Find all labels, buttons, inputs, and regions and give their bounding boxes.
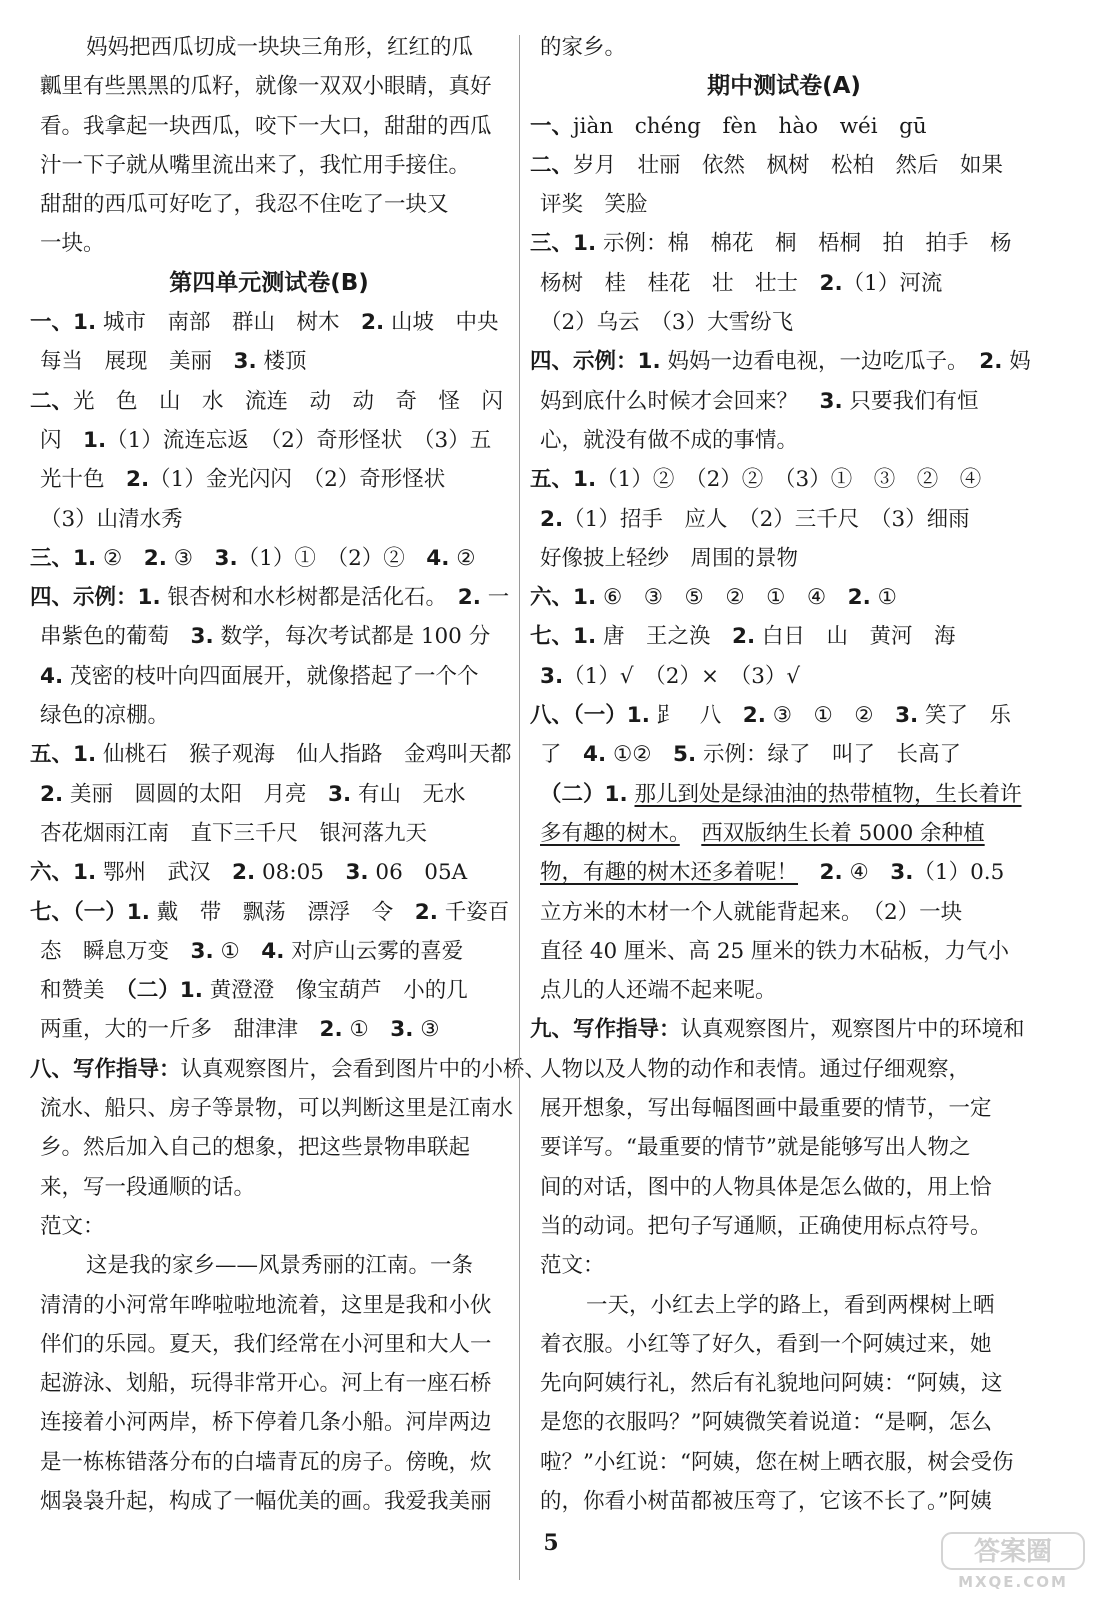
text-segment: 光十色: [40, 467, 127, 493]
text-segment: 着衣服。小红等了好久，看到一个阿姨过来，她: [540, 1331, 992, 1357]
text-segment: 2.: [979, 349, 1003, 375]
text-segment: 3.: [190, 938, 214, 964]
text-segment: 甜甜的西瓜可好吃了，我忍不住吃了一块又: [40, 192, 449, 218]
right-column: [530, 28, 1038, 1521]
text-line: [30, 1364, 508, 1403]
text-segment: 汁一下子就从嘴里流出来了，我忙用手接住。: [40, 152, 471, 178]
text-segment: 鄂州 武汉: [96, 860, 232, 886]
text-segment: 二、: [30, 388, 74, 414]
text-segment: 2.: [819, 270, 843, 296]
text-segment: [628, 782, 635, 807]
text-segment: 2.: [126, 467, 150, 493]
text-segment: 三、: [30, 545, 74, 571]
text-segment: 杏花烟雨江南 直下三千尺 银河落九天: [40, 820, 428, 846]
text-segment: 山坡 中央: [384, 310, 499, 336]
text-segment: 3.: [214, 545, 238, 571]
text-line: [30, 1207, 508, 1246]
text-segment: （1）① （2）②: [237, 545, 427, 571]
text-segment: 六、: [30, 860, 74, 886]
text-line: [530, 421, 1038, 460]
text-line: [530, 1010, 1038, 1049]
text-segment: 1.: [604, 781, 628, 807]
text-line: [530, 1089, 1038, 1128]
text-segment: 08:05: [255, 860, 346, 886]
text-line: [30, 696, 508, 735]
text-segment: 3.: [890, 860, 914, 886]
text-segment: 人物以及人物的动作和表情。通过仔细观察，: [540, 1056, 971, 1082]
text-segment: 示例：绿了 叫了 长高了: [696, 742, 962, 768]
svg-text:MXQE.COM: MXQE.COM: [958, 1573, 1068, 1591]
text-segment: 第四单元测试卷(B): [169, 269, 369, 296]
text-line: [30, 1089, 514, 1128]
section-title: [30, 264, 508, 303]
text-line: [530, 735, 1038, 774]
svg-text:答案圈: 答案圈: [973, 1537, 1053, 1567]
text-line: [530, 1128, 1038, 1167]
text-segment: 2.: [232, 860, 256, 886]
text-segment: 1.: [573, 467, 597, 493]
text-segment: 2.: [732, 624, 756, 650]
text-segment: 四、: [530, 349, 574, 375]
text-line: [30, 1286, 508, 1325]
text-segment: 五、: [30, 742, 74, 768]
text-segment: 两重，大的一斤多 甜津津: [40, 1017, 320, 1043]
text-line: [30, 1325, 508, 1364]
text-segment: （一）: [573, 703, 627, 729]
text-segment: 5.: [673, 742, 697, 768]
text-segment: 只要我们有恒: [842, 388, 979, 414]
text-segment: 戴 带 飘荡 漂浮 令: [149, 899, 415, 925]
text-segment: 笑了 乐: [918, 703, 1012, 729]
text-segment: （1）流连忘返 （2）奇形怪状 （3）五: [106, 427, 492, 453]
text-segment: 间的对话，图中的人物具体是怎么做的，用上恰: [540, 1174, 992, 1200]
text-segment: 3.: [345, 860, 369, 886]
text-segment: 一块。: [40, 231, 105, 257]
text-segment: 2.: [143, 545, 167, 571]
text-segment: 1.: [573, 624, 597, 650]
text-segment: 唐 王之涣: [596, 624, 732, 650]
text-segment: 这是我的家乡——风景秀丽的江南。一条: [86, 1253, 474, 1279]
text-segment: 1.: [179, 978, 203, 1004]
text-segment: 每当 展现 美丽: [40, 349, 234, 375]
text-segment: 茂密的枝叶向四面展开，就像搭起了一个个: [63, 663, 479, 689]
text-line: [30, 382, 508, 421]
text-line: [530, 696, 1038, 735]
text-segment: 期中测试卷(A): [707, 73, 861, 100]
text-line: [530, 971, 1038, 1010]
text-line: [30, 814, 508, 853]
text-segment: [680, 821, 702, 846]
text-segment: （1）√ （2）× （3）√: [563, 663, 801, 689]
text-segment: 对庐山云雾的喜爱: [284, 938, 464, 964]
text-segment: 妈妈把西瓜切成一块块三角形，红红的瓜: [86, 35, 474, 60]
text-segment: 1.: [73, 310, 97, 336]
text-line: [30, 224, 508, 263]
text-segment: （1）金光闪闪 （2）奇形怪状: [149, 467, 446, 493]
text-segment: 立方米的木材一个人就能背起来。 （2）一块: [540, 899, 963, 925]
text-line: [530, 224, 1038, 263]
column-divider: [519, 35, 520, 1580]
text-segment: 了: [540, 742, 584, 768]
text-segment: 一、: [30, 310, 74, 336]
text-segment: 2.: [319, 1017, 343, 1043]
text-segment: 点儿的人还端不起来呢。: [540, 978, 777, 1004]
text-segment: 好像披上轻纱 周围的景物: [540, 545, 799, 571]
text-segment: 杨树 桂 桂花 壮 壮士: [540, 270, 820, 296]
text-segment: [798, 860, 820, 885]
text-segment: 写作指导：: [73, 1056, 181, 1082]
text-segment: 2.: [414, 899, 438, 925]
text-line: [530, 617, 1038, 656]
text-segment: 2.: [361, 310, 385, 336]
text-line: [30, 775, 508, 814]
text-line: [530, 1403, 1038, 1442]
text-line: [30, 107, 508, 146]
text-line: [530, 539, 1038, 578]
text-segment: ⑥ ③ ⑤ ② ① ④: [596, 585, 848, 611]
text-line: [530, 1286, 1038, 1325]
text-segment: （1）0.5: [913, 860, 1005, 886]
text-segment: 银杏树和水杉树都是活化石。: [160, 585, 458, 611]
text-segment: 3.: [390, 1017, 414, 1043]
text-line: [30, 500, 508, 539]
text-segment: 2.: [540, 506, 564, 532]
text-line: [530, 1050, 1038, 1089]
text-segment: 3.: [819, 388, 843, 414]
text-line: [30, 617, 508, 656]
text-segment: 多有趣的树木。: [540, 820, 680, 846]
text-line: [30, 1443, 508, 1482]
text-segment: 2.: [819, 860, 843, 886]
text-segment: 四、: [30, 585, 74, 611]
text-segment: （二）: [540, 781, 605, 807]
text-segment: 的家乡。: [540, 35, 627, 60]
text-line: [530, 932, 1038, 971]
text-segment: 一天，小红去上学的路上，看到两棵树上晒: [586, 1292, 995, 1318]
text-segment: 是您的衣服吗？”阿姨微笑着说道：“是啊，怎么: [540, 1410, 992, 1436]
text-segment: 1.: [73, 545, 97, 571]
text-segment: ①: [213, 938, 262, 964]
text-segment: 连接着小河两岸，桥下停着几条小船。河岸两边: [40, 1410, 492, 1436]
text-line: [30, 932, 508, 971]
text-line: [30, 1246, 508, 1285]
text-line: [30, 1010, 508, 1049]
text-segment: 认真观察图片，观察图片中的环境和: [680, 1017, 1025, 1043]
text-segment: 光 色 山 水 流连 动 动 奇 怪 闪: [73, 388, 504, 414]
text-segment: 绿色的凉棚。: [40, 703, 170, 729]
text-segment: 九、: [530, 1017, 574, 1043]
text-segment: 范文：: [40, 1213, 105, 1239]
text-segment: 的，你看小树苗都被压弯了，它该不长了。”阿姨: [540, 1488, 992, 1514]
text-segment: 看。我拿起一块西瓜，咬下一大口，甜甜的西瓜: [40, 113, 492, 139]
text-line: [530, 460, 1038, 499]
text-segment: 3.: [895, 703, 919, 729]
text-segment: 06 05A: [368, 860, 468, 886]
text-segment: 是一栋栋错落分布的白墙青瓦的房子。傍晚，炊: [40, 1449, 492, 1475]
text-segment: ①: [870, 585, 897, 611]
text-segment: 范文：: [540, 1253, 605, 1279]
text-segment: 八、: [530, 703, 574, 729]
text-segment: 1.: [83, 427, 107, 453]
text-line: [30, 578, 508, 617]
text-segment: 直径 40 厘米、高 25 厘米的铁力木砧板，力气小: [540, 938, 1010, 964]
text-segment: 当的动词。把句子写通顺，正确使用标点符号。: [540, 1213, 992, 1239]
text-line: [30, 971, 508, 1010]
text-segment: 串紫色的葡萄: [40, 624, 191, 650]
text-segment: （3）山清水秀: [40, 506, 183, 532]
text-line: [530, 146, 1038, 185]
text-segment: 白日 山 黄河 海: [755, 624, 956, 650]
text-segment: 先向阿姨行礼，然后有礼貌地问阿姨：“阿姨，这: [540, 1371, 1003, 1397]
text-segment: 示例：: [73, 585, 138, 611]
text-line: [30, 146, 508, 185]
text-segment: ③: [166, 545, 215, 571]
text-segment: 瓤里有些黑黑的瓜籽，就像一双双小眼睛，真好: [40, 74, 492, 100]
watermark-logo: [938, 1530, 1088, 1592]
left-column: [30, 28, 547, 1521]
text-segment: 3.: [190, 624, 214, 650]
text-line: [30, 185, 508, 224]
text-segment: （1）河流: [842, 270, 943, 296]
text-line: [530, 382, 1038, 421]
text-segment: 六、: [530, 585, 574, 611]
text-segment: ①②: [606, 742, 674, 768]
text-line: [30, 1050, 547, 1089]
text-segment: 𧾷 八: [649, 703, 743, 729]
text-line: [30, 67, 508, 106]
text-segment: 烟袅袅升起，构成了一幅优美的画。我爱我美丽: [40, 1488, 492, 1514]
text-line: [530, 303, 1038, 342]
text-segment: 3.: [327, 781, 352, 807]
text-segment: 一: [480, 585, 510, 611]
text-segment: 七、: [30, 899, 74, 925]
text-segment: 那儿到处是绿油油的热带植物，生长着许: [634, 781, 1022, 807]
text-segment: 物，有趣的树木还多着呢！: [540, 860, 799, 886]
text-segment: 流水、船只、房子等景物，可以判断这里是江南水: [40, 1096, 514, 1122]
text-segment: 八、: [30, 1056, 74, 1082]
text-segment: 4.: [40, 663, 64, 689]
text-segment: 心，就没有做不成的事情。: [540, 427, 799, 453]
text-line: [530, 185, 1038, 224]
text-line: [530, 1168, 1038, 1207]
text-line: [530, 1325, 1038, 1364]
text-line: [30, 735, 512, 774]
text-segment: 1.: [573, 231, 597, 257]
text-segment: 清清的小河常年哗啦啦地流着，这里是我和小伙: [40, 1292, 492, 1318]
text-segment: 啦？”小红说：“阿姨，您在树上晒衣服，树会受伤: [540, 1449, 1014, 1475]
text-line: [530, 814, 1038, 853]
text-segment: （1）② （2）② （3）① ③ ② ④: [596, 467, 982, 493]
text-segment: 黄澄澄 像宝葫芦 小的几: [202, 978, 468, 1004]
text-segment: 妈到底什么时候才会回来？: [540, 388, 820, 414]
section-title: [530, 67, 1038, 106]
text-line: [30, 539, 508, 578]
text-segment: 2.: [40, 781, 64, 807]
text-line: [530, 1207, 1038, 1246]
text-segment: 认真观察图片，会看到图片中的小桥、: [180, 1056, 547, 1082]
text-segment: 3.: [540, 663, 564, 689]
text-line: [530, 342, 1038, 381]
text-segment: 仙桃石 猴子观海 仙人指路 金鸡叫天都: [96, 742, 512, 768]
text-segment: 4.: [261, 938, 285, 964]
text-segment: 伴们的乐园。夏天，我们经常在小河里和大人一: [40, 1331, 492, 1357]
text-line: [530, 775, 1038, 814]
text-segment: 妈: [1002, 349, 1031, 375]
text-segment: 起游泳、划船，玩得非常开心。河上有一座石桥: [40, 1371, 492, 1397]
text-segment: 三、: [530, 231, 574, 257]
text-segment: 1.: [137, 585, 161, 611]
text-line: [530, 578, 1038, 617]
text-segment: jiàn chéng fèn hào wéi gū: [573, 113, 927, 139]
text-line: [530, 107, 1038, 146]
text-line: [30, 1168, 508, 1207]
text-segment: 西双版纳生长着 5000 余种植: [701, 820, 985, 846]
text-segment: （二）: [126, 978, 180, 1004]
text-segment: ③: [413, 1017, 440, 1043]
text-segment: 楼顶: [256, 349, 307, 375]
text-line: [530, 853, 1038, 892]
text-segment: 七、: [530, 624, 574, 650]
text-segment: 1.: [573, 585, 597, 611]
text-line: [530, 657, 1038, 696]
text-line: [30, 342, 508, 381]
text-segment: 一、: [530, 113, 574, 139]
text-segment: 1.: [626, 703, 650, 729]
text-segment: 数学，每次考试都是 100 分: [213, 624, 491, 650]
text-segment: 闪: [40, 427, 84, 453]
text-segment: 3.: [233, 349, 257, 375]
text-segment: ①: [342, 1017, 391, 1043]
text-line: [530, 264, 1038, 303]
text-segment: （一）: [73, 899, 127, 925]
text-segment: 1.: [126, 899, 150, 925]
text-segment: 要详写。“最重要的情节”就是能够写出人物之: [540, 1135, 971, 1161]
text-segment: 示例：棉 棉花 桐 梧桐 拍 拍手 杨: [596, 231, 1012, 257]
text-segment: 1.: [637, 349, 661, 375]
text-segment: 示例：: [573, 349, 638, 375]
text-segment: 态 瞬息万变: [40, 938, 191, 964]
text-segment: ③ ① ②: [765, 703, 896, 729]
text-segment: 五、: [530, 467, 574, 493]
text-segment: 2.: [742, 703, 766, 729]
text-segment: 有山 无水: [351, 781, 466, 807]
text-segment: （2）乌云 （3）大雪纷飞: [540, 310, 794, 336]
text-segment: ②: [449, 545, 476, 571]
text-segment: 来，写一段通顺的话。: [40, 1174, 256, 1200]
text-line: [30, 1403, 508, 1442]
text-segment: 二、: [530, 152, 574, 178]
text-segment: 2.: [847, 585, 871, 611]
text-line: [530, 1246, 1038, 1285]
text-line: [30, 1482, 508, 1521]
text-segment: （1）招手 应人 （2）三千尺 （3）细雨: [563, 506, 970, 532]
text-line: [530, 1482, 1038, 1521]
text-segment: 2.: [457, 585, 481, 611]
text-line: [30, 657, 508, 696]
text-line: [30, 28, 508, 67]
text-segment: ②: [96, 545, 144, 571]
page-number: 5: [543, 1530, 559, 1556]
text-segment: 评奖 笑脸: [540, 192, 648, 218]
text-line: [30, 893, 508, 932]
text-line: [30, 303, 508, 342]
text-segment: 妈妈一边看电视，一边吃瓜子。: [660, 349, 980, 375]
text-line: [530, 893, 1038, 932]
text-segment: 4.: [426, 545, 450, 571]
text-line: [530, 500, 1038, 539]
text-segment: 1.: [73, 742, 97, 768]
text-segment: 乡。然后加入自己的想象，把这些景物串联起: [40, 1135, 471, 1161]
text-segment: 美丽 圆圆的太阳 月亮: [63, 781, 328, 807]
text-line: [530, 1364, 1038, 1403]
text-segment: 千姿百: [437, 899, 510, 925]
text-segment: 写作指导：: [573, 1017, 681, 1043]
text-line: [530, 1443, 1038, 1482]
text-segment: 4.: [583, 742, 607, 768]
text-segment: 城市 南部 群山 树木: [96, 310, 361, 336]
text-line: [30, 853, 508, 892]
text-segment: 1.: [73, 860, 97, 886]
text-segment: 展开想象，写出每幅图画中最重要的情节，一定: [540, 1096, 992, 1122]
text-segment: ④: [842, 860, 891, 886]
text-line: [30, 1128, 508, 1167]
text-line: [30, 421, 508, 460]
text-segment: 和赞美: [40, 978, 127, 1004]
text-line: [530, 28, 1038, 67]
text-line: [30, 460, 508, 499]
text-segment: 岁月 壮丽 依然 枫树 松柏 然后 如果: [573, 152, 1004, 178]
